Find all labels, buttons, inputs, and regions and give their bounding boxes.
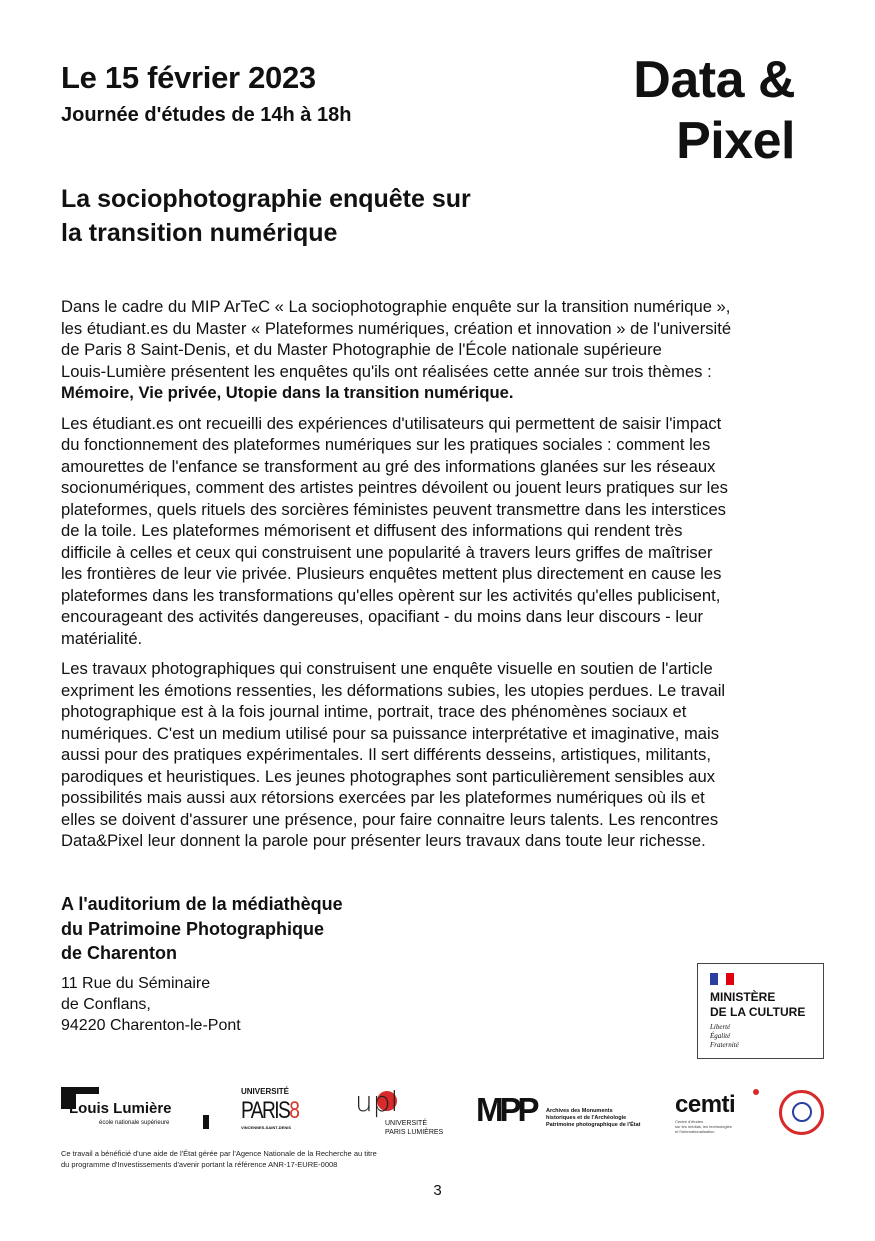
logo-subtext: école nationale supérieure (99, 1120, 170, 1126)
logo-text: MPP (476, 1091, 536, 1128)
address-line: de Conflans, (61, 996, 151, 1013)
text-line: les frontières de leur vie privée. Plusieurs enquêtes mettent plus directement en cause les (61, 564, 722, 583)
address (61, 973, 241, 1036)
text-line: Les travaux photographiques qui construisent une enquête visuelle en soutien de l'article (61, 659, 713, 678)
logo-subtext: Centre d'études (675, 1119, 704, 1124)
heading-line: La sociophotographie enquête sur (61, 185, 471, 213)
motto-line: Fraternité (710, 1041, 739, 1049)
venue (61, 892, 343, 966)
credit-line: Ce travail a bénéficié d'une aide de l'État gérée par l'Agence Nationale de la Recherche au titre (61, 1149, 377, 1158)
page-number: 3 (433, 1182, 442, 1199)
credit-line: du programme d'Investissements d'avenir portant la référence ANR-17-EURE-0008 (61, 1160, 338, 1169)
text-line: Data&Pixel leur donnent la parole pour présenter leurs travaux dans toute leur richesse. (61, 831, 706, 850)
event-schedule: Journée d'études de 14h à 18h (61, 104, 352, 126)
text-line: les étudiant.es du Master « Plateformes numériques, création et innovation » de l'université (61, 318, 732, 338)
logo-subtext: VINCENNES-SAINT-DENIS (241, 1125, 292, 1130)
text-line: de Paris 8 Saint-Denis, et du Master Photographie de l'École nationale supérieure (61, 340, 662, 359)
address-line: 94220 Charenton-le-Pont (61, 1017, 241, 1034)
text-line: encourageant des activités dangereuses, opacifiant - du moins dans leur discours - leur (61, 607, 703, 626)
venue-line: du Patrimoine Photographique (61, 918, 325, 939)
logo-text: cemti (675, 1091, 736, 1118)
text-line: aussi pour des pratiques expérimentales. Il sert différents desseins, artistiques, militants, (61, 745, 711, 764)
body-text (61, 296, 801, 861)
logo-text: PARIS (241, 1097, 290, 1124)
logo-text: Louis Lumière (69, 1100, 172, 1117)
motto-line: Liberté (710, 1023, 731, 1031)
cemti-logo (675, 1090, 765, 1138)
page-heading (61, 182, 471, 250)
ministry-line: MINISTÈRE (710, 990, 776, 1004)
text-line: plateformes dans les transformations qu'elles opèrent sur les activités qu'elles publicisent, (61, 585, 721, 605)
logo-subtext: sur les médias, les technologies (675, 1124, 732, 1129)
text-line: Louis-Lumière présentent les enquêtes qu'ils ont réalisées cette année sur trois thèmes : (61, 361, 712, 381)
text-line: du fonctionnement des plateformes numériques sur les pratiques sociales : comment les (61, 435, 711, 454)
text-line: socionumériques, comment des artistes peintres dévoilent ou jouent leurs pratiques sur les (61, 478, 728, 497)
venue-line: de Charenton (61, 943, 178, 963)
text-line: elles se doivent d'assurer une présence, pour faire connaitre leurs talents. Les rencontres (61, 809, 719, 829)
logo-subtext: Archives des Monuments (546, 1108, 613, 1114)
address-line: 11 Rue du Séminaire (61, 975, 211, 992)
text-line: Les étudiant.es ont recueilli des expériences d'utilisateurs qui permettent de saisir l'impact (61, 413, 722, 433)
venue-line: A l'auditorium de la médiathèque (61, 894, 343, 914)
event-date: Le 15 février 2023 (61, 60, 316, 95)
text-line: plateformes, quels rituels des sorcières féministes peuvent transmettre dans les interstices (61, 499, 726, 519)
paris8-logo (241, 1087, 326, 1133)
ministry-motto (710, 1023, 811, 1050)
ministry-culture-logo (697, 963, 824, 1059)
motto-line: Égalité (710, 1032, 731, 1040)
text-line: possibilités mais aussi aux rétorsions exercées par les plateformes numériques où ils et (61, 788, 705, 807)
heading-line: la transition numérique (61, 219, 338, 247)
logo-subtext: Patrimoine photographique de l'État (546, 1122, 641, 1128)
text-line: parodiques et heuristiques. Les jeunes photographes sont particulièrement sensibles aux (61, 766, 716, 786)
text-line: numériques. C'est un medium utilisé pour sa puissance interprétative et imaginative, mais (61, 723, 720, 743)
logo-subtext: UNIVERSITÉ (385, 1120, 428, 1127)
ministry-line: DE LA CULTURE (710, 1005, 806, 1019)
logo-text: upl (355, 1085, 399, 1118)
logo-subtext: PARIS LUMIÈRES (385, 1129, 444, 1136)
ministry-name (710, 990, 811, 1020)
themes-line: Mémoire, Vie privée, Utopie dans la transition numérique. (61, 383, 514, 402)
text-line: matérialité. (61, 628, 143, 648)
paragraph (61, 413, 801, 650)
text-line: Dans le cadre du MIP ArTeC « La sociophotographie enquête sur la transition numérique », (61, 297, 731, 316)
brand-title (633, 50, 795, 172)
brand-line: Data & (633, 51, 795, 109)
brand-line: Pixel (676, 112, 795, 170)
text-line: expriment les émotions ressenties, les déformations subies, les utopies perdues. Le travail (61, 680, 726, 700)
text-line: amourettes de l'enfance se transforment au gré des informations glanées sur les réseaux (61, 456, 716, 476)
logo-subtext: historiques et de l'Archéologie (546, 1115, 627, 1121)
louis-lumiere-logo (61, 1085, 209, 1125)
paragraph (61, 296, 801, 404)
french-flag-icon (710, 973, 734, 985)
paragraph (61, 658, 801, 852)
logo-subtext: et l'internationalisation (675, 1129, 715, 1134)
logo-text: UNIVERSITÉ (241, 1087, 290, 1096)
text-line: difficile à celles et ceux qui construisent une popularité à travers leurs griffes de maîtriser (61, 542, 713, 562)
text-line: de la toile. Les plateformes mémorisent et diffusent des informations qui rendent très (61, 521, 683, 540)
mpp-logo (476, 1091, 656, 1130)
upl-logo (355, 1085, 455, 1139)
investir-avenir-logo (779, 1090, 824, 1135)
funding-credit (61, 1148, 377, 1170)
logo-text: 8 (289, 1097, 299, 1124)
text-line: photographique est à la fois journal intime, portrait, trace des phénomènes sociaux et (61, 702, 687, 721)
